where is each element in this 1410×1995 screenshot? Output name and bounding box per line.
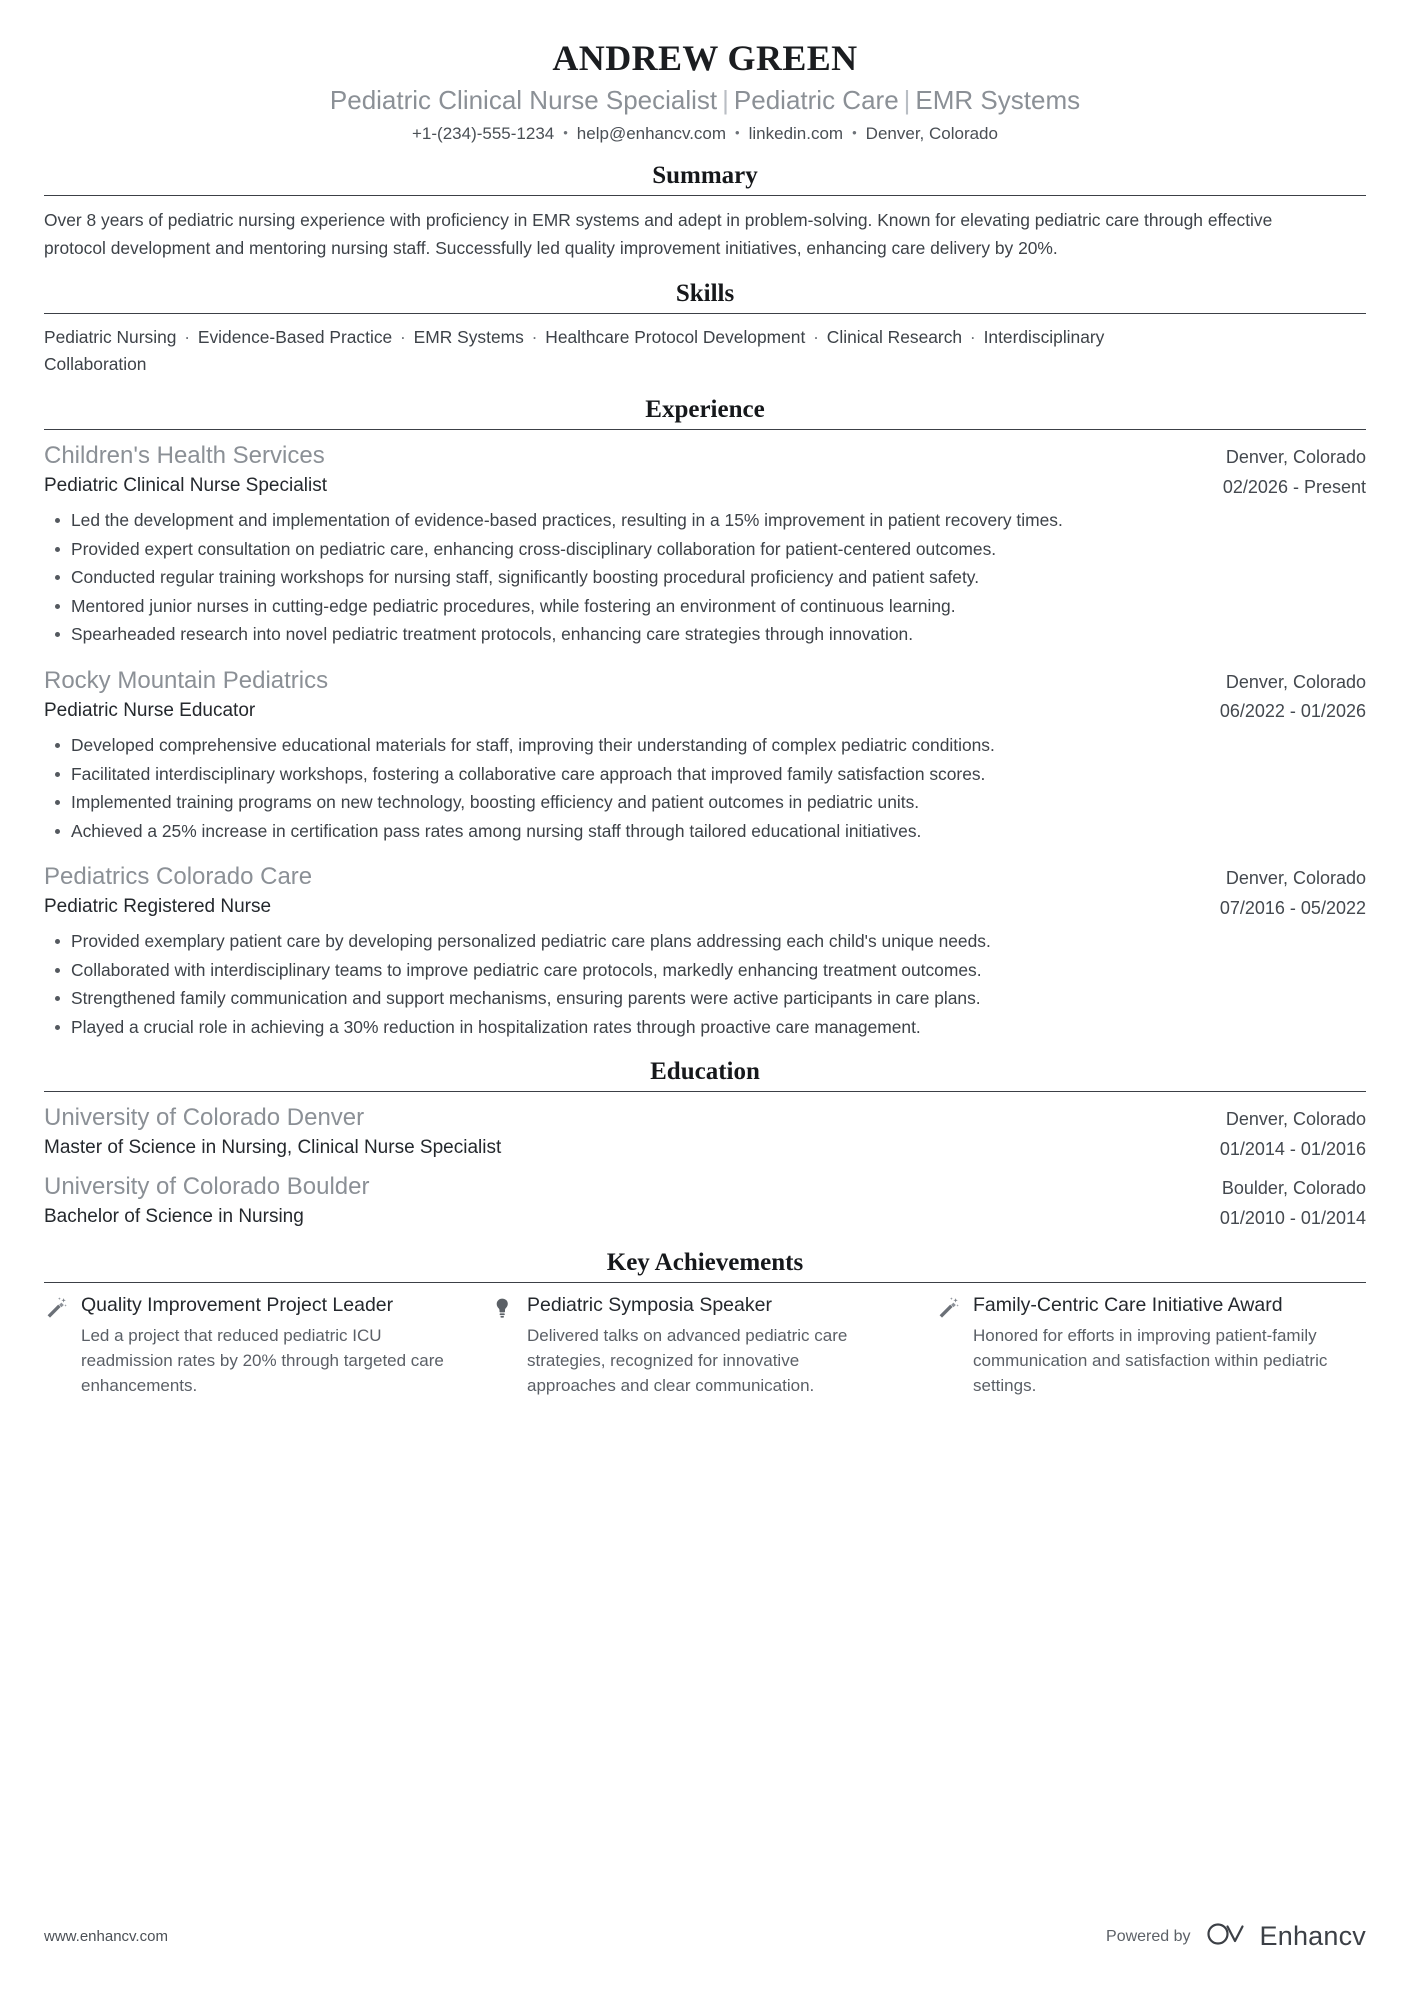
entry-right-column xyxy=(1199,445,1366,500)
skill-item: Healthcare Protocol Development xyxy=(545,326,806,347)
entry-right-column xyxy=(1196,670,1366,725)
section-heading-skills: Skills xyxy=(675,279,735,307)
section-heading-achievements: Key Achievements xyxy=(606,1248,804,1276)
school-name: University of Colorado Boulder xyxy=(44,1173,370,1201)
responsibility-list xyxy=(44,732,1366,845)
entry-location: Boulder, Colorado xyxy=(1221,1178,1366,1199)
entry-left-column xyxy=(44,1102,1196,1161)
contact-separator: • xyxy=(563,125,568,141)
entry-header xyxy=(44,1171,1366,1231)
section-divider xyxy=(44,313,1366,314)
entry-location: Denver, Colorado xyxy=(1225,447,1366,468)
education-entry xyxy=(44,1102,1366,1162)
achievement-description: Led a project that reduced pediatric ICU readmission rates by 20% through targeted care enhancements. xyxy=(81,1325,444,1396)
entry-right-column xyxy=(1196,1107,1366,1162)
achievement-title: Family-Centric Care Initiative Award xyxy=(973,1293,1283,1316)
education-entries xyxy=(44,1102,1366,1231)
experience-entry xyxy=(44,440,1366,649)
achievement-item xyxy=(490,1293,890,1399)
contact-separator: • xyxy=(735,125,740,141)
section-heading-education: Education xyxy=(650,1058,760,1086)
entry-header xyxy=(44,440,1366,500)
entry-date-range: 06/2022 - 01/2026 xyxy=(1219,701,1366,722)
section-heading-summary: Summary xyxy=(652,162,758,190)
education-entry xyxy=(44,1171,1366,1231)
achievements-grid xyxy=(44,1293,1366,1399)
skill-item: Evidence-Based Practice xyxy=(197,326,393,347)
powered-by-label: Powered by xyxy=(1106,1927,1191,1945)
section-education xyxy=(44,1057,1366,1231)
entry-right-column xyxy=(1196,866,1366,921)
enhancv-wordmark: Enhancv xyxy=(1259,1921,1366,1951)
responsibility-item: Provided expert consultation on pediatric care, enhancing cross-disciplinary collaboration for patient-centered outcomes. xyxy=(44,536,1314,564)
achievement-description: Honored for efforts in improving patient-family communication and satisfaction within pediatric settings. xyxy=(973,1325,1328,1396)
candidate-headline xyxy=(44,85,1366,117)
headline-part-2: Pediatric Care xyxy=(733,85,899,116)
entry-left-column xyxy=(44,1171,1196,1230)
section-divider xyxy=(44,1282,1366,1283)
job-title: Pediatric Registered Nurse xyxy=(44,895,272,917)
skill-separator: · xyxy=(808,326,824,347)
headline-part-1: Pediatric Clinical Nurse Specialist xyxy=(329,85,718,116)
magic-wand-icon xyxy=(44,1296,70,1322)
entry-location: Denver, Colorado xyxy=(1225,671,1366,692)
entry-location: Denver, Colorado xyxy=(1225,1109,1366,1130)
resume-header xyxy=(44,38,1366,145)
school-name: University of Colorado Denver xyxy=(44,1104,365,1132)
skill-separator: · xyxy=(965,326,981,347)
footer-website-url[interactable]: www.enhancv.com xyxy=(44,1928,168,1945)
responsibility-item: Conducted regular training workshops for nursing staff, significantly boosting procedural proficiency and patient safety. xyxy=(44,564,1314,592)
contact-location: Denver, Colorado xyxy=(865,124,998,144)
responsibility-list xyxy=(44,928,1366,1041)
lightbulb-head-icon xyxy=(490,1296,516,1322)
entry-right-column xyxy=(1196,1176,1366,1231)
achievement-title: Quality Improvement Project Leader xyxy=(81,1293,394,1316)
section-heading-experience: Experience xyxy=(645,396,765,424)
skill-separator: · xyxy=(526,326,543,347)
contact-phone: +1-(234)-555-1234 xyxy=(412,124,555,144)
entry-left-column xyxy=(44,665,1196,724)
section-skills xyxy=(44,279,1366,380)
headline-separator: | xyxy=(722,85,729,116)
job-title: Pediatric Nurse Educator xyxy=(44,699,256,721)
entry-header xyxy=(44,861,1366,921)
enhancv-mark-icon xyxy=(1205,1920,1251,1953)
contact-line xyxy=(44,123,1366,145)
achievement-body xyxy=(527,1293,890,1399)
contact-linkedin[interactable]: linkedin.com xyxy=(748,124,844,144)
responsibility-item: Mentored junior nurses in cutting-edge pediatric procedures, while fostering an environment of continuous learning. xyxy=(44,593,1314,621)
achievement-item xyxy=(936,1293,1336,1399)
section-key-achievements xyxy=(44,1248,1366,1399)
entry-header xyxy=(44,665,1366,725)
responsibility-item: Developed comprehensive educational materials for staff, improving their understanding of complex pediatric conditions. xyxy=(44,732,1314,760)
skill-item: Pediatric Nursing xyxy=(44,326,177,347)
contact-email[interactable]: help@enhancv.com xyxy=(576,124,727,144)
entry-date-range: 02/2026 - Present xyxy=(1222,476,1366,497)
skill-item: EMR Systems xyxy=(413,326,524,347)
responsibility-item: Strengthened family communication and support mechanisms, ensuring parents were active participants in care plans. xyxy=(44,985,1314,1013)
section-summary xyxy=(44,161,1366,262)
section-divider xyxy=(44,195,1366,196)
company-name: Rocky Mountain Pediatrics xyxy=(44,666,329,694)
summary-text: Over 8 years of pediatric nursing experience with proficiency in EMR systems and adept in problem-solving. Known for elevating pediatric care through effective protocol development and mentoring nursing staff. Successfully led quality improvement initiatives, enhancing care delivery by 20%. xyxy=(44,210,1273,259)
company-name: Children's Health Services xyxy=(44,442,325,470)
achievement-title: Pediatric Symposia Speaker xyxy=(527,1293,772,1316)
job-title: Pediatric Clinical Nurse Specialist xyxy=(44,474,327,496)
headline-part-3: EMR Systems xyxy=(915,85,1081,116)
experience-entries xyxy=(44,440,1366,1041)
degree-title: Master of Science in Nursing, Clinical Nurse Specialist xyxy=(44,1136,502,1158)
section-divider xyxy=(44,429,1366,430)
entry-date-range: 01/2010 - 01/2014 xyxy=(1219,1208,1366,1228)
achievement-item xyxy=(44,1293,444,1399)
entry-date-range: 07/2016 - 05/2022 xyxy=(1219,897,1366,918)
responsibility-item: Led the development and implementation of evidence-based practices, resulting in a 15% improvement in patient recovery times. xyxy=(44,507,1314,535)
skill-separator: · xyxy=(179,326,195,347)
responsibility-item: Spearheaded research into novel pediatric treatment protocols, enhancing care strategies through innovation. xyxy=(44,621,1314,649)
responsibility-item: Collaborated with interdisciplinary teams to improve pediatric care protocols, markedly enhancing treatment outcomes. xyxy=(44,957,1314,985)
skill-item: Interdisciplinary Collaboration xyxy=(44,326,1105,375)
headline-separator: | xyxy=(903,85,911,116)
responsibility-item: Implemented training programs on new technology, boosting efficiency and patient outcomes in pediatric units. xyxy=(44,789,1314,817)
magic-wand-icon xyxy=(936,1296,962,1322)
responsibility-item: Played a crucial role in achieving a 30% reduction in hospitalization rates through proactive care management. xyxy=(44,1014,1314,1042)
skill-separator: · xyxy=(395,326,411,347)
entry-left-column xyxy=(44,440,1199,499)
section-divider xyxy=(44,1091,1366,1092)
experience-entry xyxy=(44,665,1366,845)
achievement-description: Delivered talks on advanced pediatric care strategies, recognized for innovative approaches and clear communication. xyxy=(527,1325,848,1396)
experience-entry xyxy=(44,861,1366,1041)
skills-list xyxy=(44,324,1164,380)
enhancv-logo xyxy=(1205,1920,1366,1953)
responsibility-item: Provided exemplary patient care by developing personalized pediatric care plans addressing each child's unique needs. xyxy=(44,928,1314,956)
achievement-body xyxy=(973,1293,1336,1399)
responsibility-item: Facilitated interdisciplinary workshops, fostering a collaborative care approach that improved family satisfaction scores. xyxy=(44,761,1314,789)
entry-date-range: 01/2014 - 01/2016 xyxy=(1219,1138,1366,1159)
section-experience xyxy=(44,395,1366,1041)
contact-separator: • xyxy=(852,125,857,141)
responsibility-item: Achieved a 25% increase in certification pass rates among nursing staff through tailored educational initiatives. xyxy=(44,818,1314,846)
skill-item: Clinical Research xyxy=(826,326,963,347)
company-name: Pediatrics Colorado Care xyxy=(44,863,313,891)
page-footer xyxy=(44,1920,1366,1953)
footer-branding xyxy=(1106,1920,1366,1953)
entry-location: Denver, Colorado xyxy=(1225,868,1366,889)
achievement-body xyxy=(81,1293,444,1399)
responsibility-list xyxy=(44,507,1366,649)
candidate-name: ANDREW GREEN xyxy=(552,38,858,78)
entry-header xyxy=(44,1102,1366,1162)
degree-title: Bachelor of Science in Nursing xyxy=(44,1206,304,1228)
entry-left-column xyxy=(44,861,1196,920)
